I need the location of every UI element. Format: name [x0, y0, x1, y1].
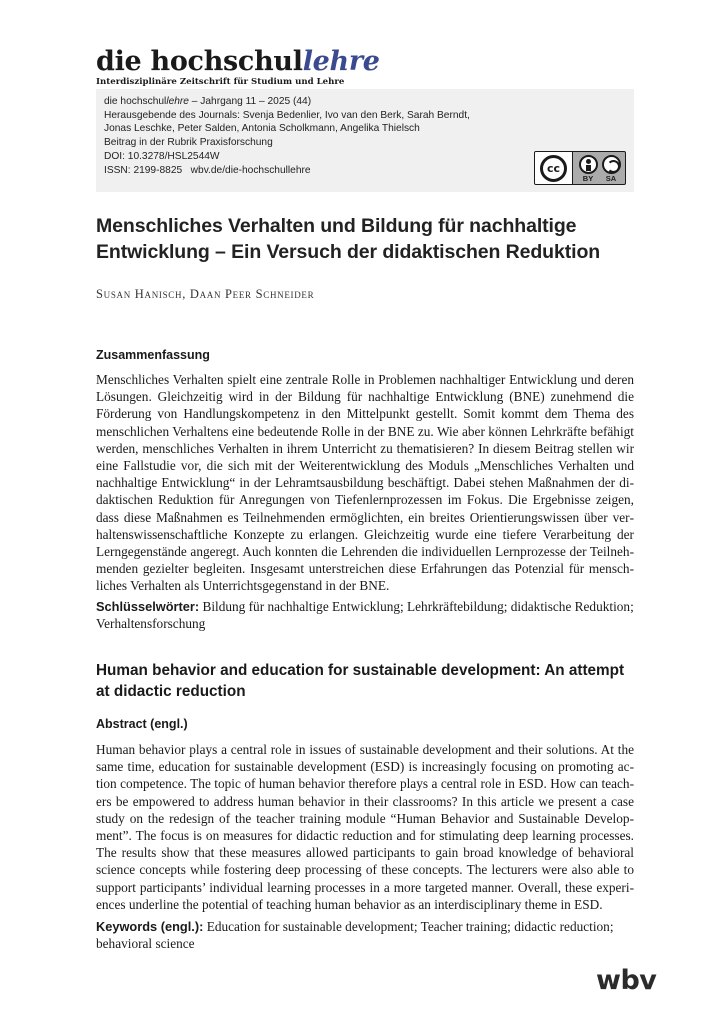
keywords-en-label: Keywords (engl.):	[96, 919, 204, 934]
journal-logo-subtitle: Interdisziplinäre Zeitschrift für Studium und Lehre	[96, 77, 345, 87]
journal-volume-line	[104, 95, 626, 109]
article-authors: Susan Hanisch, Daan Peer Schneider	[96, 287, 315, 301]
keywords-de-label: Schlüsselwörter:	[96, 599, 200, 614]
journal-logo-accent: lehre	[302, 46, 380, 77]
article-category: Beitrag in der Rubrik Praxisforschung	[104, 137, 273, 149]
summary-text: Menschliches Verhalten spielt eine zentrale Rolle in Problemen nachhaltiger Entwicklung und deren Lösungen. Gleichzeitig wird in der Bildung für nachhaltige Entwicklung (BNE) zunehmend die Förderung von Handlungskompetenz in den Mittelpunkt gestellt. Somit kommt dem Thema des menschlichen Verhaltens eine bedeutende Rolle in der BNE zu. Wie aber können Lehrkräfte befähigt werden, menschliches Verhalten in ihrem Unterricht zu thematisieren? In diesem Beitrag stellen wir eine Fallstudie vor, die sich mit der Weiterentwicklung des Moduls „Menschliches Verhalten und nachhaltige Entwicklung“ in der Lehramtsausbildung beschäftigt. Dabei stehen Maßnahmen der didaktischen Reduktion für Anregungen von Tiefenlernprozessen im Fokus. Die Ergebnisse zeigen, dass diese Maßnahmen es Teilnehmenden ermöglichten, ein breites Orientierungswissen über verhaltenswissenschaftliche Konzepte zu erlangen. Gleichzeitig wurde eine tiefere Verarbeitung der Lerngegenstände angeregt. Auch konnten die Lehrenden die individuellen Lernprozesse der Teilnehmenden gezielter begleiten. Insgesamt unterstreichen diese Erfahrungen das Potenzial für menschliches Verhalten als Unterrichtsgegenstand in der BNE.	[96, 372, 634, 594]
journal-logo-title	[96, 48, 380, 76]
website-link[interactable]: wbv.de/die-hochschullehre	[190, 164, 311, 176]
journal-name-italic: lehre	[166, 96, 189, 107]
publisher-logo: wbv	[596, 965, 657, 996]
keywords-en-values: Education for sustainable development; Teacher training; didactic reduction; behavioral science	[96, 919, 614, 952]
abstract-text: Human behavior plays a central role in issues of sustainable development and their solutions. At the same time, education for sustainable development (ESD) is increasingly focusing on promoting action competence. The topic of human behavior therefore plays a central role in ESD. How can teachers be empowered to address human behavior in their classrooms? In this article we present a case study on the redesign of the teacher training module “Human Behavior and Sustainable Development”. The focus is on measures for didactic reduction and for stimulating deep learning processes. The results show that these measures allowed participants to gain broad knowledge of behavioral science concepts while fostering deep processing of these concepts. The lecturers were also able to support participants’ individual learning processes in a more targeted manner. Overall, these experiences underline the potential of teaching human behavior as an interdisciplinary theme in ESD.	[96, 742, 634, 912]
article-title: Menschliches Verhalten und Bildung für nachhaltige Entwicklung – Ein Versuch der didaktischen Reduktion	[96, 215, 601, 263]
journal-info-box	[96, 89, 634, 192]
creative-commons-icon: cc	[540, 155, 567, 182]
attribution-icon	[579, 155, 598, 174]
journal-volume: – Jahrgang 11 – 2025 (44)	[188, 96, 312, 107]
journal-logo	[96, 48, 380, 88]
share-alike-icon	[602, 155, 621, 174]
summary-heading: Zusammenfassung	[96, 348, 210, 362]
editors-line-1: Herausgebende des Journals: Svenja Bedenlier, Ivo van den Berk, Sarah Berndt,	[104, 109, 470, 121]
keywords-de	[96, 598, 634, 632]
keywords-en	[96, 918, 634, 952]
journal-logo-regular: die hochschul	[96, 46, 303, 77]
journal-name-regular: die hochschul	[104, 96, 167, 107]
keywords-de-values: Bildung für nachhaltige Entwicklung; Lehrkräftebildung; didaktische Reduktion; Verhaltensforschung	[96, 599, 634, 632]
cc-license-badge[interactable]	[534, 151, 626, 185]
cc-by-label: BY	[582, 174, 594, 183]
abstract-heading: Abstract (engl.)	[96, 717, 188, 731]
cc-sa-label: SA	[605, 174, 617, 183]
doi[interactable]: DOI: 10.3278/HSL2544W	[104, 150, 220, 162]
cc-badge-left	[535, 152, 573, 184]
editors-line-2: Jonas Leschke, Peter Salden, Antonia Scholkmann, Angelika Thielsch	[104, 123, 420, 135]
issn: ISSN: 2199-8825	[104, 164, 183, 176]
english-title: Human behavior and education for sustainable development: An attempt at didactic reduction	[96, 662, 625, 700]
